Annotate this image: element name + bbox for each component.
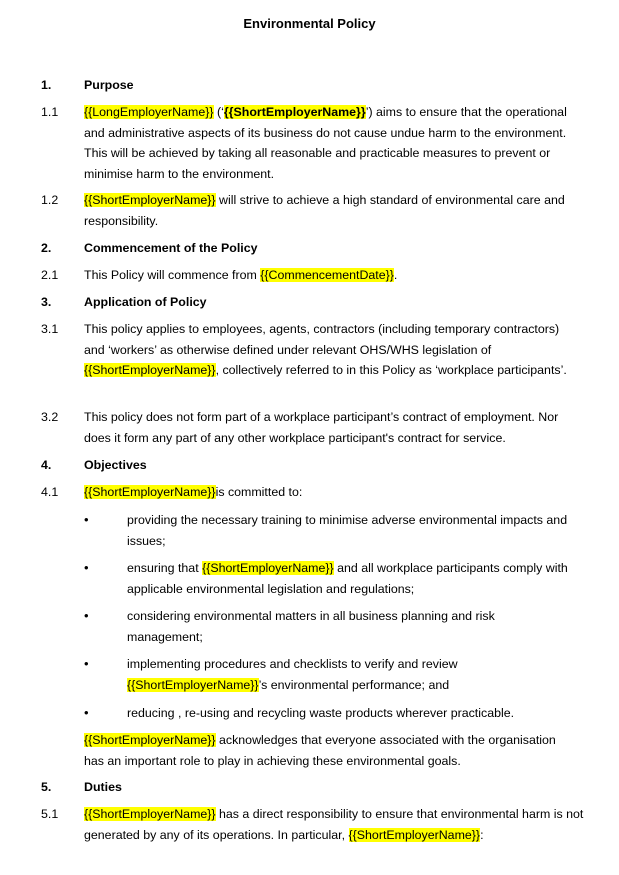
clause-2-1-number: 2.1 bbox=[41, 268, 59, 282]
section-4-heading: Objectives bbox=[84, 458, 147, 472]
short-employer-placeholder: {{ShortEmployerName}} bbox=[127, 677, 259, 692]
clause-3-1-number: 3.1 bbox=[41, 322, 59, 336]
clause-5-1-text: {{ShortEmployerName}} has a direct responsibility to ensure that environmental harm is not generated by any of its operations. In particular, {{ShortEmployerName}}: bbox=[84, 807, 584, 842]
clause-3-2-text: This policy does not form part of a workplace participant’s contract of employment. Nor does it form any part of any other workplace participant's contract for service. bbox=[84, 410, 559, 445]
long-employer-placeholder: {{LongEmployerName}} bbox=[84, 105, 214, 119]
clause-2-1-text: This Policy will commence from {{CommencementDate}}. bbox=[84, 268, 398, 282]
section-2-heading: Commencement of the Policy bbox=[84, 241, 258, 255]
short-employer-placeholder: {{ShortEmployerName}} bbox=[84, 485, 216, 499]
short-employer-placeholder: {{ShortEmployerName}} bbox=[84, 193, 216, 207]
short-employer-placeholder: {{ShortEmployerName}} bbox=[84, 807, 216, 821]
section-4-number: 4. bbox=[41, 458, 52, 472]
section-1-heading: Purpose bbox=[84, 78, 134, 92]
objectives-closing-paragraph: {{ShortEmployerName}} acknowledges that everyone associated with the organisation has an important role to play in achieving these environmental goals. bbox=[84, 733, 556, 768]
short-employer-placeholder: {{ShortEmployerName}} bbox=[202, 561, 334, 575]
clause-1-1-number: 1.1 bbox=[41, 105, 59, 119]
section-1-number: 1. bbox=[41, 78, 52, 92]
objective-item-4: implementing procedures and checklists to verify and review {{ShortEmployerName}}’s environmental performance; and bbox=[127, 657, 458, 692]
section-5-heading: Duties bbox=[84, 780, 122, 794]
bullet-marker: • bbox=[84, 560, 89, 575]
short-employer-placeholder: {{ShortEmployerName}} bbox=[84, 733, 216, 747]
bullet-marker: • bbox=[84, 656, 89, 671]
section-5-number: 5. bbox=[41, 780, 52, 794]
objective-item-1: providing the necessary training to minimise adverse environmental impacts and issues; bbox=[127, 513, 568, 548]
clause-3-2-number: 3.2 bbox=[41, 410, 59, 424]
clause-5-1-number: 5.1 bbox=[41, 807, 59, 821]
clause-1-2-text: {{ShortEmployerName}} will strive to achieve a high standard of environmental care and responsibility. bbox=[84, 193, 565, 228]
short-employer-placeholder: {{ShortEmployerName}} bbox=[348, 827, 481, 842]
clause-1-2-number: 1.2 bbox=[41, 193, 59, 207]
objective-item-3: considering environmental matters in all business planning and risk management; bbox=[127, 609, 495, 644]
objective-item-5: reducing , re-using and recycling waste products wherever practicable. bbox=[127, 706, 515, 720]
commencement-date-placeholder: {{CommencementDate}} bbox=[260, 268, 394, 282]
bullet-marker: • bbox=[84, 705, 89, 720]
section-3-heading: Application of Policy bbox=[84, 295, 207, 309]
section-2-number: 2. bbox=[41, 241, 52, 255]
short-employer-placeholder: {{ShortEmployerName}} bbox=[223, 105, 366, 119]
clause-1-1-text: {{LongEmployerName}} (‘{{ShortEmployerName}}’) aims to ensure that the operational and administrative aspects of its business do not cause undue harm to the environment. This will be achieved by taking all reasonable and practicable measures to prevent or minimise harm to the environment. bbox=[84, 105, 567, 181]
bullet-marker: • bbox=[84, 512, 89, 527]
clause-4-1-number: 4.1 bbox=[41, 485, 59, 499]
short-employer-placeholder: {{ShortEmployerName}} bbox=[84, 363, 216, 377]
section-3-number: 3. bbox=[41, 295, 52, 309]
bullet-marker: • bbox=[84, 608, 89, 623]
clause-3-1-text: This policy applies to employees, agents, contractors (including temporary contractors) and ‘workers’ as otherwise defined under relevant OHS/WHS legislation of {{ShortEmployerName}}, collectively referred to in this Policy as ‘workplace participants’. bbox=[84, 322, 567, 377]
clause-4-1-text: {{ShortEmployerName}}is committed to: bbox=[84, 485, 303, 499]
page-title: Environmental Policy bbox=[243, 16, 376, 31]
objective-item-2: ensuring that {{ShortEmployerName}} and all workplace participants comply with applicable environmental legislation and regulations; bbox=[127, 561, 568, 596]
